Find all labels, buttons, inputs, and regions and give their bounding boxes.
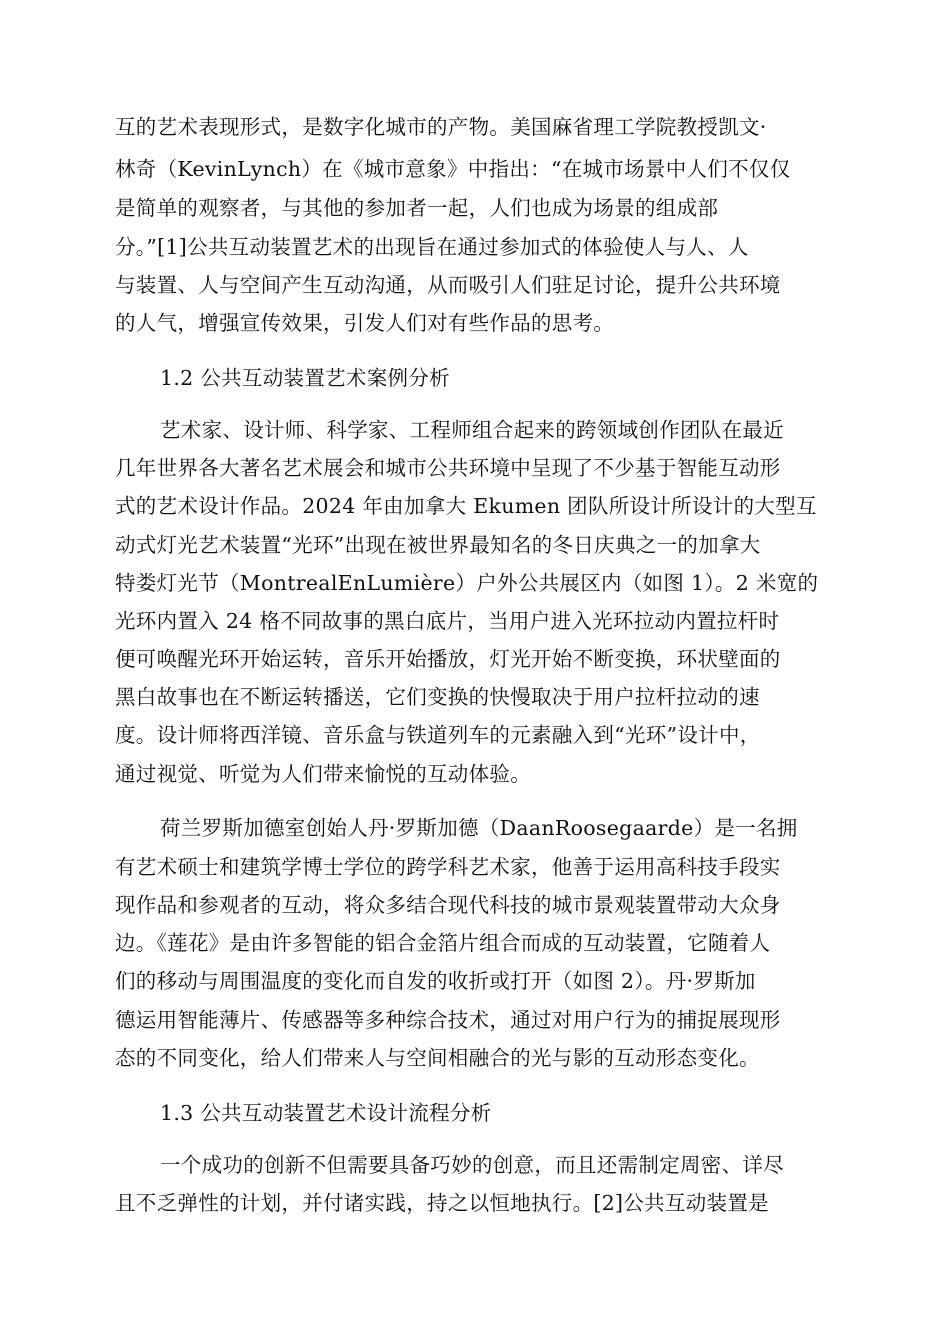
- paragraph-line: 边。《莲花》是由许多智能的铝合金箔片组合而成的互动装置，它随着人: [115, 931, 771, 955]
- paragraph-line: 通过视觉、听觉为人们带来愉悦的互动体验。: [115, 762, 531, 786]
- paragraph-line: 态的不同变化，给人们带来人与空间相融合的光与影的互动形态变化。: [115, 1046, 760, 1070]
- paragraph-line: 动式灯光艺术装置“光环”出现在被世界最知名的冬日庆典之一的加拿大: [115, 533, 761, 557]
- paragraph-line: 且不乏弹性的计划，并付诸实践，持之以恒地执行。[2]公共互动装置是: [115, 1191, 769, 1215]
- paragraph-line: 的人气，增强宣传效果，引发人们对有些作品的思考。: [115, 311, 615, 335]
- paragraph-line: 一个成功的创新不但需要具备巧妙的创意，而且还需制定周密、详尽: [160, 1153, 784, 1177]
- paragraph-line: 分。”[1]公共互动装置艺术的出现旨在通过参加式的体验使人与人、人: [115, 235, 749, 259]
- paragraph-line: 有艺术硕士和建筑学博士学位的跨学科艺术家，他善于运用高科技手段实: [115, 855, 781, 879]
- paragraph-line: 艺术家、设计师、科学家、工程师组合起来的跨领域创作团队在最近: [160, 418, 784, 442]
- paragraph-line: 便可唤醒光环开始运转，音乐开始播放，灯光开始不断变换，环状壁面的: [115, 647, 781, 671]
- paragraph-line: 是简单的观察者，与其他的参加者一起，人们也成为场景的组成部: [115, 196, 719, 220]
- paragraph-line: 互的艺术表现形式，是数字化城市的产物。美国麻省理工学院教授凯文·: [115, 115, 767, 139]
- paragraph-line: 现作品和参观者的互动，将众多结合现代科技的城市景观装置带动大众身: [115, 893, 781, 917]
- paragraph-line: 德运用智能薄片、传感器等多种综合技术，通过对用户行为的捕捉展现形: [115, 1008, 781, 1032]
- paragraph-line: 式的艺术设计作品。2024 年由加拿大 Ekumen 团队所设计所设计的大型互: [115, 494, 817, 518]
- section-heading-1-2: 1.2 公共互动装置艺术案例分析: [160, 366, 450, 390]
- paragraph-line: 特娄灯光节（MontrealEnLumière）户外公共展区内（如图 1）。2 米宽的: [115, 571, 819, 595]
- paragraph-line: 度。设计师将西洋镜、音乐盒与铁道列车的元素融入到“光环”设计中，: [115, 723, 761, 747]
- paragraph-line: 林奇（KevinLynch）在《城市意象》中指出：“在城市场景中人们不仅仅: [115, 157, 791, 181]
- paragraph-line: 与装置、人与空间产生互动沟通，从而吸引人们驻足讨论，提升公共环境: [115, 273, 781, 297]
- paragraph-line: 几年世界各大著名艺术展会和城市公共环境中呈现了不少基于智能互动形: [115, 456, 781, 480]
- section-heading-1-3: 1.3 公共互动装置艺术设计流程分析: [160, 1101, 492, 1125]
- paragraph-line: 黑白故事也在不断运转播送，它们变换的快慢取决于用户拉杆拉动的速: [115, 685, 760, 709]
- paragraph-line: 荷兰罗斯加德室创始人丹·罗斯加德（DaanRoosegaarde）是一名拥: [160, 816, 798, 840]
- paragraph-line: 们的移动与周围温度的变化而自发的收折或打开（如图 2）。丹·罗斯加: [115, 969, 756, 993]
- paragraph-line: 光环内置入 24 格不同故事的黑白底片，当用户进入光环拉动内置拉杆时: [115, 609, 780, 633]
